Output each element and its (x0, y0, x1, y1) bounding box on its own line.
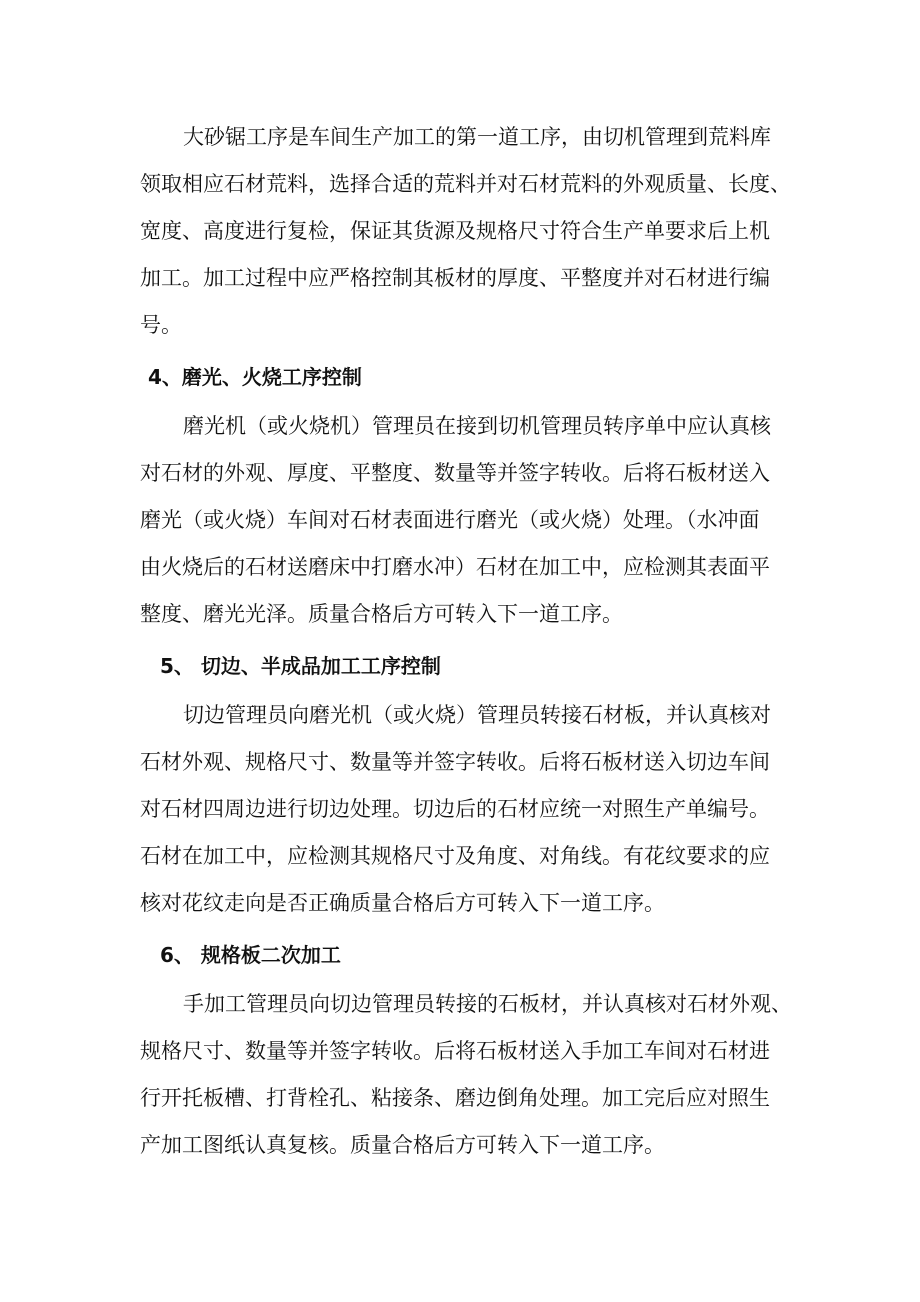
paragraph-line: 规格尺寸、数量等并签字转收。后将石板材送入手加工车间对石材进 (140, 1039, 770, 1063)
section-heading-5: 5、 切边、半成品加工工序控制 (160, 654, 441, 678)
section-heading-4: 4、磨光、火烧工序控制 (148, 365, 362, 389)
section-heading-6: 6、 规格板二次加工 (160, 943, 341, 967)
paragraph-line: 由火烧后的石材送磨床中打磨水冲）石材在加工中，应检测其表面平 (140, 555, 770, 579)
paragraph-line: 核对花纹走向是否正确质量合格后方可转入下一道工序。 (140, 891, 665, 915)
paragraph-line: 产加工图纸认真复核。质量合格后方可转入下一道工序。 (140, 1133, 665, 1157)
paragraph-line: 加工。加工过程中应严格控制其板材的厚度、平整度并对石材进行编 (140, 266, 770, 290)
paragraph-line: 手加工管理员向切边管理员转接的石板材，并认真核对石材外观、 (183, 992, 792, 1016)
paragraph-line: 号。 (140, 313, 182, 337)
paragraph-line: 对石材的外观、厚度、平整度、数量等并签字转收。后将石板材送入 (140, 461, 770, 485)
paragraph-line: 磨光（或火烧）车间对石材表面进行磨光（或火烧）处理。（水冲面 (140, 508, 760, 532)
paragraph-line: 行开托板槽、打背栓孔、粘接条、磨边倒角处理。加工完后应对照生 (140, 1086, 770, 1110)
paragraph-line: 整度、磨光光泽。质量合格后方可转入下一道工序。 (140, 602, 623, 626)
paragraph-line: 大砂锯工序是车间生产加工的第一道工序，由切机管理到荒料库 (183, 125, 771, 149)
paragraph-line: 石材外观、规格尺寸、数量等并签字转收。后将石板材送入切边车间 (140, 750, 770, 774)
paragraph-line: 磨光机（或火烧机）管理员在接到切机管理员转序单中应认真核 (183, 414, 771, 438)
paragraph-line: 对石材四周边进行切边处理。切边后的石材应统一对照生产单编号。 (140, 797, 770, 821)
paragraph-line: 石材在加工中，应检测其规格尺寸及角度、对角线。有花纹要求的应 (140, 844, 770, 868)
paragraph-line: 领取相应石材荒料，选择合适的荒料并对石材荒料的外观质量、长度、 (140, 172, 791, 196)
paragraph-line: 宽度、高度进行复检，保证其货源及规格尺寸符合生产单要求后上机 (140, 219, 770, 243)
paragraph-line: 切边管理员向磨光机（或火烧）管理员转接石材板，并认真核对 (183, 703, 771, 727)
